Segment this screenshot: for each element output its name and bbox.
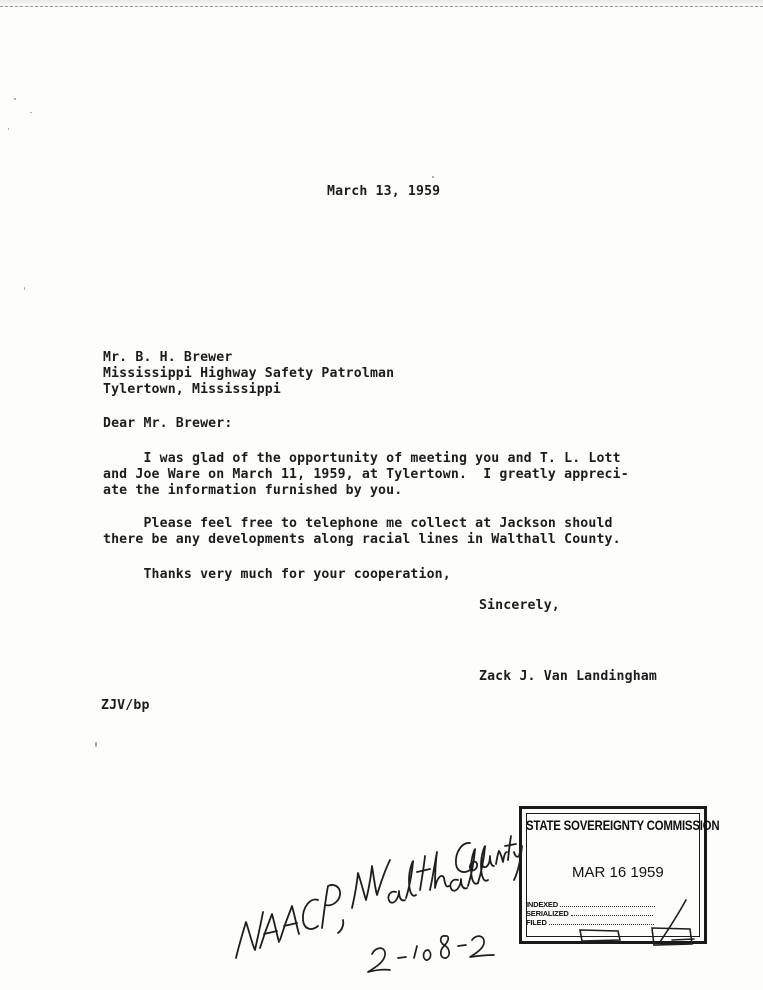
address-line: Mississippi Highway Safety Patrolman [103, 366, 395, 381]
page-top-edge [0, 0, 763, 7]
paragraph-1 [103, 451, 629, 499]
stamp-row-serialized [526, 909, 653, 918]
stamp-title: STATE SOVEREIGNTY COMMISSION [526, 817, 720, 833]
handwritten-file-number-strokes [368, 936, 494, 972]
paragraph-line: ate the information furnished by you. [103, 483, 403, 498]
typist-initials: ZJV/bp [101, 698, 150, 713]
stamp-row-label: FILED [526, 918, 547, 927]
address-line: Mr. B. H. Brewer [103, 350, 233, 365]
paragraph-line: there be any developments along racial lines in Walthall County. [103, 532, 621, 547]
paragraph-line: Please feel free to telephone me collect at Jackson should [103, 516, 613, 531]
paragraph-line: and Joe Ware on March 11, 1959, at Tylertown. I greatly appreci- [103, 467, 629, 482]
signature-name: Zack J. Van Landingham [479, 669, 657, 684]
letter-date: March 13, 1959 [327, 184, 441, 199]
stamp-row-filed [526, 918, 654, 927]
paragraph-3: Thanks very much for your cooperation, [103, 567, 451, 582]
address-line: Tylertown, Mississippi [103, 382, 281, 397]
salutation: Dear Mr. Brewer: [103, 416, 233, 431]
received-stamp [519, 806, 720, 944]
handwritten-note-strokes [236, 836, 522, 958]
stamp-row-label: SERIALIZED [526, 909, 569, 918]
closing: Sincerely, [479, 598, 560, 613]
stamp-row-label: INDEXED [526, 900, 558, 909]
paragraph-2 [103, 516, 621, 548]
recipient-address [103, 350, 394, 398]
stamp-row-indexed [526, 900, 655, 909]
paragraph-line: I was glad of the opportunity of meeting you and T. L. Lott [103, 451, 621, 466]
stamp-date: MAR 16 1959 [572, 864, 664, 881]
